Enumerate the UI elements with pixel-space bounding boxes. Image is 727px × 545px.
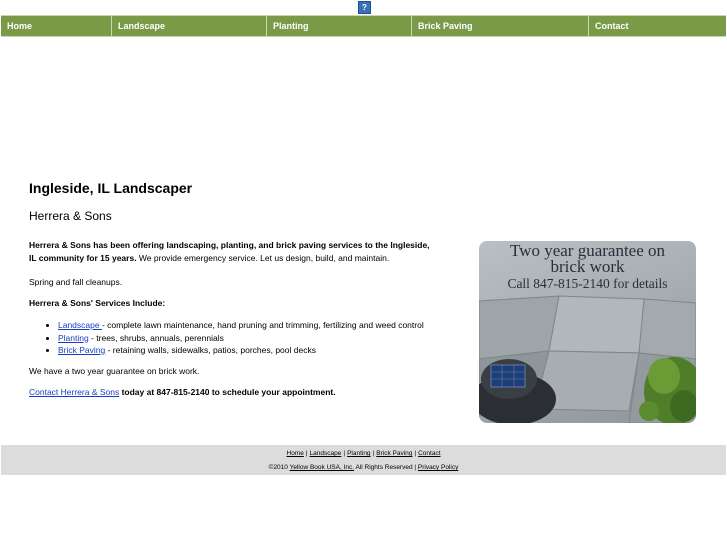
contact-paragraph [29,387,449,397]
footer-separator: | [343,450,346,457]
footer-separator: | [414,450,417,457]
footer-link-contact[interactable]: Contact [418,450,441,457]
footer-link-home[interactable]: Home [286,450,304,457]
services-heading: Herrera & Sons' Services Include: [29,298,166,308]
cleanups-text: Spring and fall cleanups. [29,277,123,287]
broken-image-icon: ? [358,1,371,14]
service-description: - complete lawn maintenance, hand pruning and trimming, fertilizing and weed control [101,320,424,330]
ad-line-1: Two year guarantee on [509,241,666,260]
footer-separator: | [372,450,375,457]
services-list [29,319,478,357]
company-link[interactable]: Yellow Book USA, Inc. [289,464,355,471]
nav-contact[interactable]: Contact [595,21,629,31]
main-nav [1,15,726,37]
list-item [58,319,478,332]
privacy-policy-link[interactable]: Privacy Policy [417,464,459,471]
footer-link-brick-paving[interactable]: Brick Paving [376,450,413,457]
service-description: - trees, shrubs, annuals, perennials [88,332,224,343]
copyright-prefix: ©2010 [268,464,290,471]
page-subtitle: Herrera & Sons [29,209,112,223]
footer-nav [1,450,726,457]
footer-copyright [1,464,726,471]
nav-landscape[interactable]: Landscape [112,16,267,36]
brick-paving-link[interactable]: Brick Paving [58,345,106,355]
list-item [58,344,478,357]
intro-paragraph [29,239,439,265]
page-title: Ingleside, IL Landscaper [29,180,193,196]
ad-text [479,241,696,292]
contact-text: today at 847-815-2140 to schedule your appointment. [119,387,336,397]
contact-link[interactable]: Contact Herrera & Sons [29,387,120,397]
footer [1,445,726,475]
intro-bold: Herrera & Sons has been offering landscaping, planting, and brick paving services to the Ingleside, IL community for 15 years. [29,240,430,263]
footer-separator: | [305,450,308,457]
landscape-link[interactable]: Landscape [58,320,102,330]
ad-line-2: brick work [550,257,625,276]
ad-line-3: Call 847-815-2140 for details [507,276,668,291]
footer-link-landscape[interactable]: Landscape [309,450,342,457]
guarantee-ad-image [479,241,696,423]
nav-brick-paving[interactable]: Brick Paving [412,16,589,36]
service-description: - retaining walls, sidewalks, patios, porches, pool decks [105,345,316,355]
nav-home[interactable]: Home [1,16,112,36]
rights-text: All Rights Reserved | [354,464,418,471]
nav-planting[interactable]: Planting [267,16,412,36]
list-item [58,332,478,345]
planting-link[interactable]: Planting [58,332,89,343]
intro-text: We provide emergency service. Let us design, build, and maintain. [136,253,390,263]
footer-link-planting[interactable]: Planting [347,450,371,457]
guarantee-text: We have a two year guarantee on brick work. [29,366,200,376]
